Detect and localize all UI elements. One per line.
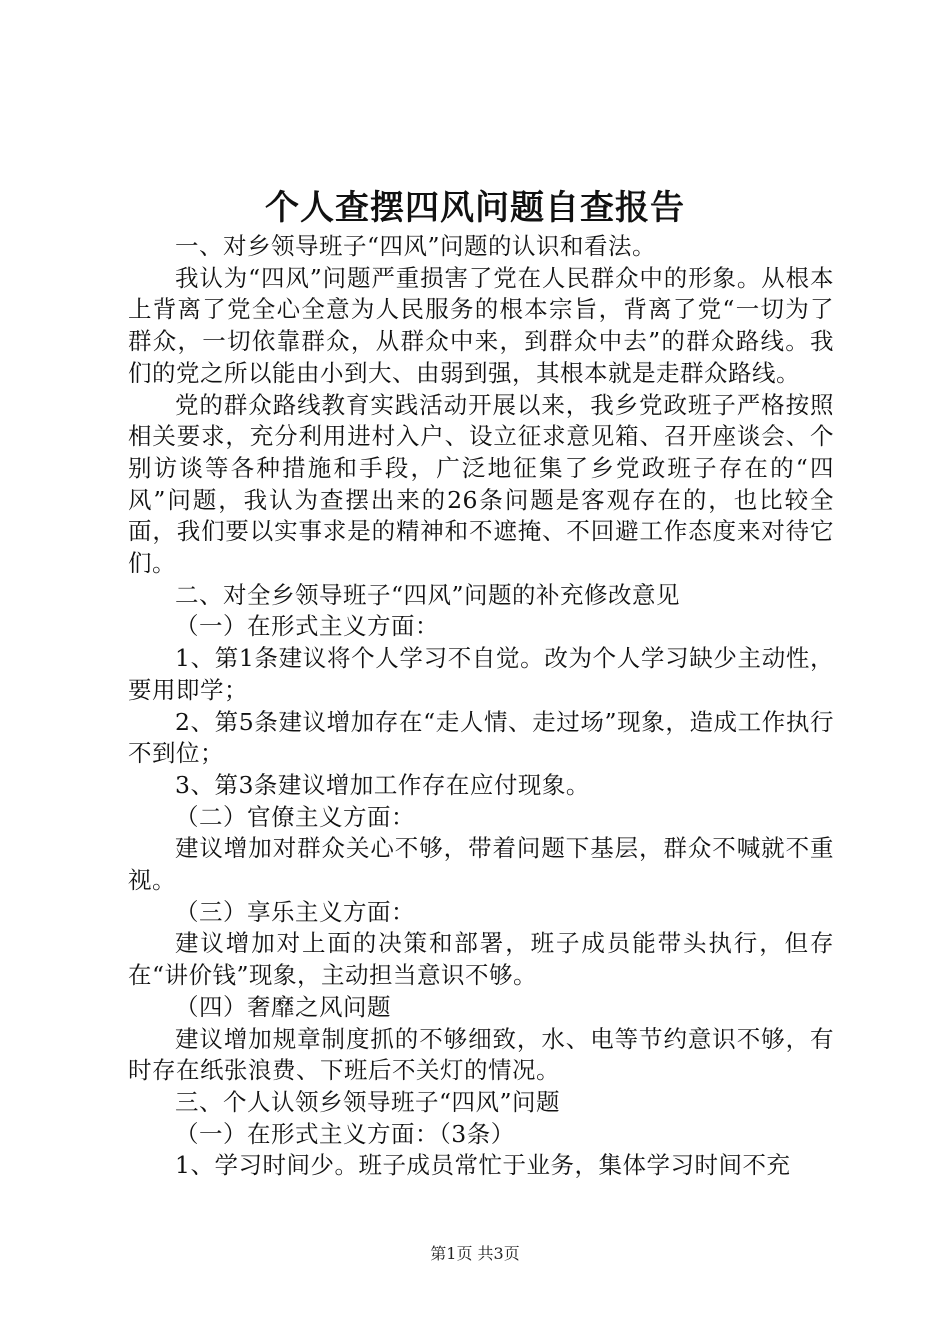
- paragraph: 建议增加规章制度抓的不够细致，水、电等节约意识不够，有时存在纸张浪费、下班后不关灯的情况。: [128, 1024, 834, 1085]
- document-body: [128, 231, 834, 1182]
- list-item: 3、第3条建议增加工作存在应付现象。: [175, 770, 590, 799]
- subsection-heading: （三）享乐主义方面：: [175, 897, 415, 926]
- subsection-heading: （一）在形式主义方面：（3条）: [175, 1119, 515, 1148]
- paragraph: 一、对乡领导班子“四风”问题的认识和看法。: [175, 232, 657, 260]
- section-heading: 二、对全乡领导班子“四风”问题的补充修改意见: [175, 580, 681, 609]
- list-item: 1、学习时间少。班子成员常忙于业务，集体学习时间不充: [175, 1151, 791, 1180]
- section-heading: 三、个人认领乡领导班子“四风”问题: [175, 1087, 561, 1116]
- subsection-heading: （一）在形式主义方面：: [175, 612, 439, 641]
- list-item: 2、第5条建议增加存在“走人情、走过场”现象，造成工作执行不到位；: [128, 707, 834, 768]
- paragraph: 党的群众路线教育实践活动开展以来，我乡党政班子严格按照相关要求，充分利用进村入户、设立征求意见箱、召开座谈会、个别访谈等各种措施和手段，广泛地征集了乡党政班子存在的“四风”问题，我认为查摆出来的26条问题是客观存在的，也比较全面，我们要以实事求是的精神和不遮掩、不回避工作态度来对待它们。: [128, 390, 834, 578]
- subsection-heading: （四）奢靡之风问题: [175, 992, 391, 1021]
- document-title: 个人查摆四风问题自查报告: [265, 188, 685, 228]
- list-item: 1、第1条建议将个人学习不自觉。改为个人学习缺少主动性，要用即学；: [128, 644, 834, 704]
- paragraph: 建议增加对上面的决策和部署，班子成员能带头执行，但存在“讲价钱”现象，主动担当意识不够。: [128, 929, 834, 990]
- page-footer: 第1页 共3页: [430, 1244, 520, 1263]
- paragraph: 建议增加对群众关心不够，带着问题下基层，群众不喊就不重视。: [128, 834, 834, 895]
- subsection-heading: （二）官僚主义方面：: [175, 802, 415, 831]
- paragraph: 我认为“四风”问题严重损害了党在人民群众中的形象。从根本上背离了党全心全意为人民服务的根本宗旨，背离了党“一切为了群众，一切依靠群众，从群众中来，到群众中去”的群众路线。我们的党之所以能由小到大、由弱到强，其根本就是走群众路线。: [128, 263, 834, 387]
